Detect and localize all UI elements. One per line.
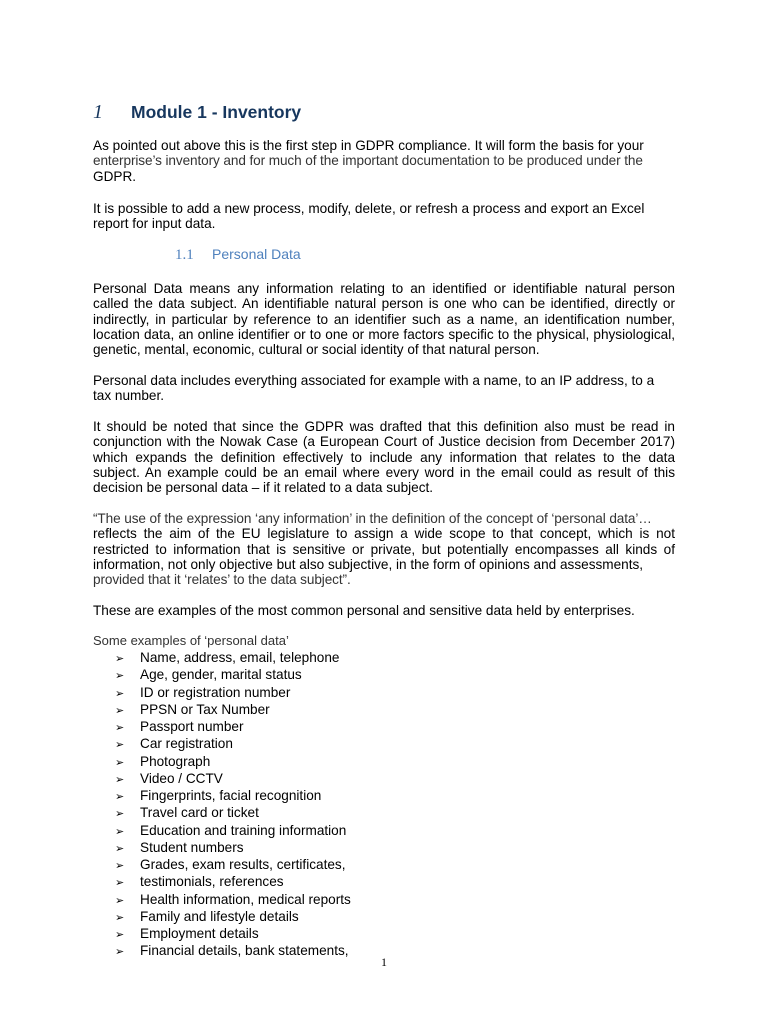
arrow-bullet-icon: ➢ (115, 877, 125, 890)
examples-label: Some examples of ‘personal data’ (93, 633, 289, 648)
list-item-text: Fingerprints, facial recognition (140, 788, 322, 803)
list-item-text: Family and lifestyle details (140, 908, 299, 924)
list-item (115, 736, 351, 753)
subsection-number: 1.1 (175, 247, 194, 263)
list-item (115, 840, 351, 857)
arrow-bullet-icon: ➢ (115, 825, 125, 838)
arrow-bullet-icon: ➢ (115, 773, 125, 786)
list-item-text: Grades, exam results, certificates, (140, 857, 346, 872)
arrow-bullet-icon: ➢ (115, 687, 125, 700)
list-item-text: Student numbers (140, 839, 244, 855)
intro-line-2: enterprise’s inventory and for much of the important documentation to be produced under the (93, 153, 643, 169)
list-item (115, 754, 351, 771)
quote-body: reflects the aim of the EU legislature to assign a wide scope to that concept, which is not restricted to information that is sensitive or private, but potentially encompasses all kinds of information, not only objective but also subjective, in the form of opinions and assessments, (93, 526, 675, 572)
list-item (115, 650, 351, 667)
list-item (115, 874, 351, 891)
list-item-text: testimonials, references (140, 874, 284, 890)
section-number: 1 (93, 101, 103, 123)
list-item (115, 702, 351, 719)
arrow-bullet-icon: ➢ (115, 929, 125, 941)
list-item (115, 685, 351, 702)
list-item-text: Passport number (140, 719, 244, 734)
examples-intro: These are examples of the most common personal and sensitive data held by enterprises. (93, 603, 635, 618)
list-item-text: Photograph (140, 753, 211, 769)
arrow-bullet-icon: ➢ (115, 946, 125, 959)
list-item-text: Employment details (140, 926, 259, 941)
quote-opening: “The use of the expression ‘any information’ in the definition of the concept of ‘personal data’… (93, 511, 652, 526)
definition-paragraph-1: Personal Data means any information relating to an identified or identifiable natural person called the data subject. An identifiable natural person is one who can be identified, directly or indirectly, in particular by reference to an identifier such as a name, an identification number, location data, an online identifier or to one or more factors specific to the physical, physiological, genetic, mental, economic, cultural or social identity of that natural person. (93, 281, 675, 358)
list-item (115, 771, 351, 788)
list-item (115, 667, 351, 684)
intro-line-3: GDPR. (93, 168, 137, 184)
list-item-text: PPSN or Tax Number (140, 701, 270, 717)
arrow-bullet-icon: ➢ (115, 756, 125, 769)
list-item (115, 788, 351, 805)
section-heading (93, 101, 301, 124)
intro-line-1: As pointed out above this is the first step in GDPR compliance. It will form the basis for your (93, 138, 644, 153)
list-item (115, 926, 351, 943)
quote-closing: provided that it ‘relates’ to the data subject”. (93, 572, 351, 588)
nowak-quote (93, 511, 675, 587)
list-item (115, 892, 351, 909)
list-item-text: Video / CCTV (140, 770, 223, 786)
definition-paragraph-3: It should be noted that since the GDPR was drafted that this definition also must be read in conjunction with the Nowak Case (a European Court of Justice decision from December 2017) which expands the definition effectively to include any information that relates to the data subject. An example could be an email where every word in the email could as result of this decision be personal data – if it related to a data subject. (93, 419, 675, 496)
arrow-bullet-icon: ➢ (115, 860, 125, 872)
list-item (115, 823, 351, 840)
list-item-text: Education and training information (140, 822, 347, 838)
arrow-bullet-icon: ➢ (115, 670, 125, 683)
arrow-bullet-icon: ➢ (115, 791, 125, 803)
page-number: 1 (381, 955, 387, 969)
subsection-title: Personal Data (212, 246, 301, 262)
arrow-bullet-icon: ➢ (115, 653, 125, 665)
arrow-bullet-icon: ➢ (115, 842, 125, 855)
list-item (115, 857, 351, 874)
subsection-heading (175, 246, 301, 264)
list-item-text: Financial details, bank statements, (140, 943, 349, 959)
intro-paragraph-1 (93, 138, 675, 184)
list-item-text: Name, address, email, telephone (140, 650, 340, 665)
arrow-bullet-icon: ➢ (115, 739, 125, 752)
arrow-bullet-icon: ➢ (115, 722, 125, 734)
arrow-bullet-icon: ➢ (115, 704, 125, 717)
list-item-text: ID or registration number (140, 684, 291, 700)
arrow-bullet-icon: ➢ (115, 808, 125, 821)
list-item-text: Age, gender, marital status (140, 667, 302, 683)
list-item (115, 805, 351, 822)
list-item (115, 719, 351, 736)
definition-paragraph-2: Personal data includes everything associated for example with a name, to an IP address, to a tax number. (93, 373, 655, 404)
examples-list (115, 650, 351, 961)
arrow-bullet-icon: ➢ (115, 911, 125, 924)
list-item (115, 909, 351, 926)
section-title: Module 1 - Inventory (131, 102, 302, 122)
list-item-text: Car registration (140, 736, 233, 752)
intro-paragraph-2: It is possible to add a new process, modify, delete, or refresh a process and export an Excel report for input data. (93, 201, 645, 232)
list-item-text: Health information, medical reports (140, 891, 351, 907)
list-item-text: Travel card or ticket (140, 805, 259, 821)
arrow-bullet-icon: ➢ (115, 894, 125, 907)
